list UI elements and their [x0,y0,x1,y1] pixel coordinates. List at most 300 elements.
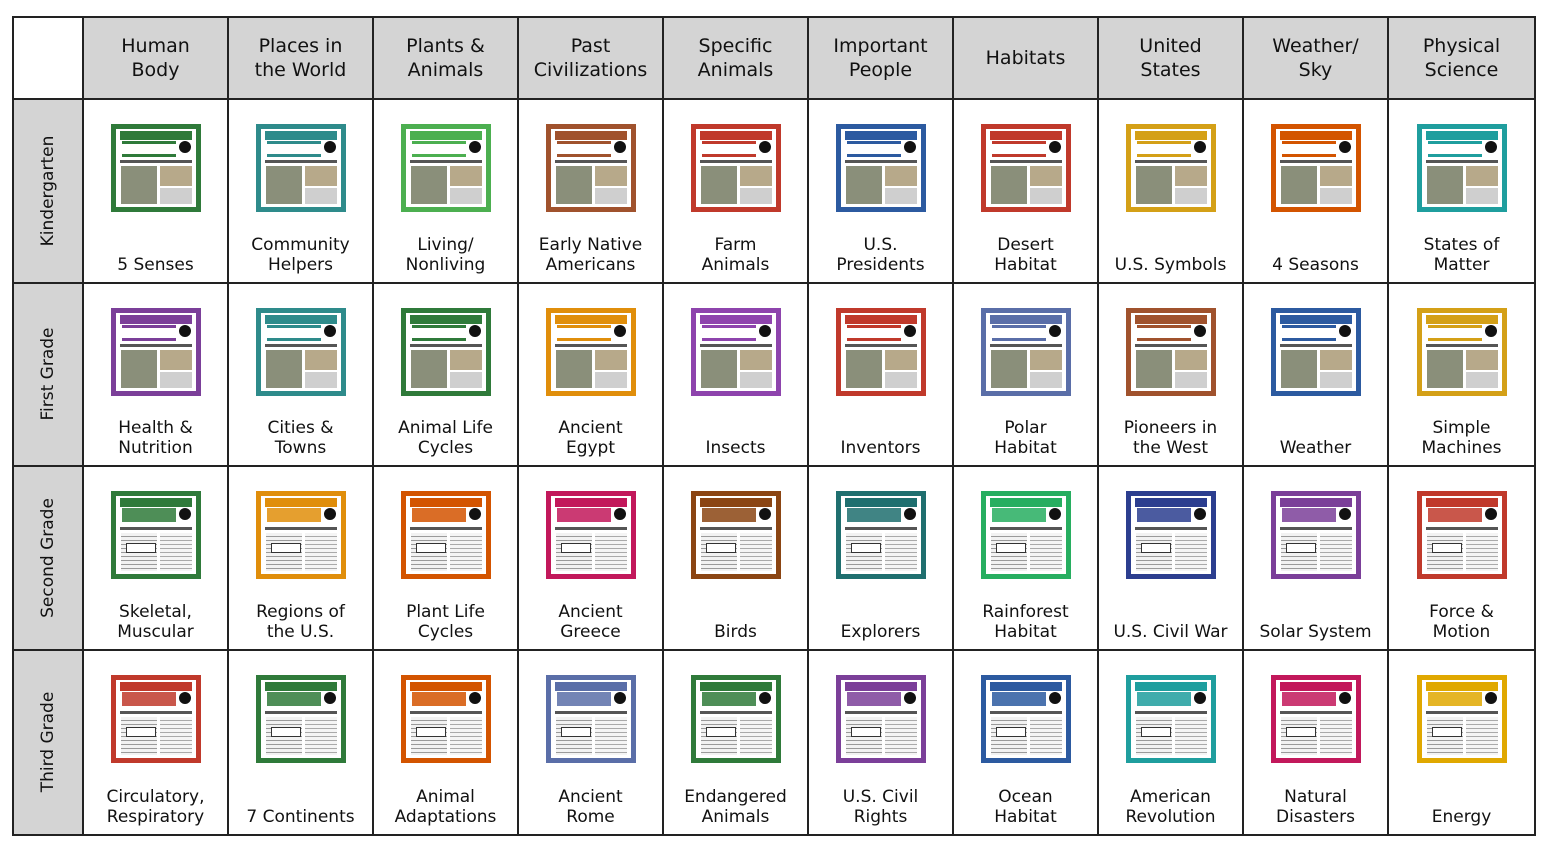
book-cover-image[interactable] [981,675,1071,763]
cover-photo [1030,188,1062,204]
book-cover-image[interactable] [1126,308,1216,396]
cover-title-band [992,141,1046,157]
grade-badge-icon [614,325,626,337]
passage-preview [740,717,772,755]
book-cover-image[interactable] [1271,124,1361,212]
cover-title-band [847,325,901,341]
unit-label: Community Helpers [251,234,350,275]
grade-badge-icon [1194,692,1206,704]
cover-title-band [267,692,321,706]
grade-badge-icon [179,692,191,704]
cover-title-band [1428,508,1482,522]
cover-subtitle-strip [265,344,337,347]
book-cover-image[interactable] [836,491,926,579]
cover-photo [1320,166,1352,186]
row-header [14,651,84,835]
unit-cell[interactable] [374,100,519,284]
column-header-label: Important People [833,35,928,81]
cover-topic-band [555,682,627,691]
cover-subtitle-strip [1135,160,1207,163]
cover-photo [885,188,917,204]
cover-subtitle-strip [845,344,917,347]
unit-label: Regions of the U.S. [256,601,345,642]
book-cover-image[interactable] [546,308,636,396]
passage-preview [1030,533,1062,571]
cover-topic-band [700,498,772,507]
book-cover-image[interactable] [256,308,346,396]
grade-badge-icon [904,692,916,704]
grade-badge-icon [1339,141,1351,153]
passage-preview [160,533,192,571]
unit-cell[interactable] [1244,100,1389,284]
unit-cell[interactable] [664,467,809,651]
column-header [84,18,229,100]
cover-photo [411,166,447,204]
unit-label: U.S. Symbols [1114,254,1227,275]
unit-cell[interactable] [1244,467,1389,651]
cover-subtitle-strip [1280,344,1352,347]
cover-topic-band [1280,315,1352,324]
grade-badge-icon [179,325,191,337]
vocabulary-word-box [561,543,591,553]
unit-cell[interactable] [954,100,1099,284]
book-cover-image[interactable] [836,308,926,396]
cover-photo [1427,350,1463,388]
cover-photo [160,350,192,370]
cover-title-band [412,141,466,157]
book-cover-image[interactable] [1271,491,1361,579]
book-cover-image[interactable] [111,675,201,763]
cover-topic-band [410,682,482,691]
cover-title-band [847,692,901,706]
passage-preview [595,717,627,755]
book-cover-image[interactable] [691,491,781,579]
cover-photo [740,372,772,388]
column-header [954,18,1099,100]
unit-cell[interactable] [809,284,954,468]
cover-photo [450,372,482,388]
unit-cell[interactable] [84,100,229,284]
passage-preview [450,717,482,755]
cover-photo [1320,188,1352,204]
unit-cell[interactable] [374,467,519,651]
cover-subtitle-strip [1280,160,1352,163]
unit-cell[interactable] [519,651,664,835]
unit-cell[interactable] [1389,467,1534,651]
cover-topic-band [410,315,482,324]
cover-photo [450,166,482,186]
cover-photo [740,188,772,204]
unit-cell[interactable] [229,100,374,284]
cover-subtitle-strip [410,527,482,530]
cover-title-band [412,692,466,706]
grade-badge-icon [614,141,626,153]
grade-badge-icon [759,692,771,704]
book-cover-image[interactable] [1417,308,1507,396]
cover-photo [885,372,917,388]
cover-subtitle-strip [700,711,772,714]
cover-topic-band [845,315,917,324]
unit-cell[interactable] [84,284,229,468]
unit-cell[interactable] [1099,467,1244,651]
cover-photo [266,350,302,388]
unit-label: Natural Disasters [1276,787,1355,827]
column-header [809,18,954,100]
unit-label: Inventors [840,438,921,458]
unit-label: Force & Motion [1429,601,1494,642]
cover-photo [556,166,592,204]
unit-label: Animal Life Cycles [398,418,493,458]
grade-badge-icon [179,508,191,520]
cover-title-band [1282,141,1336,157]
unit-label: Living/ Nonliving [405,234,486,275]
cover-topic-band [990,315,1062,324]
book-cover-image[interactable] [1271,308,1361,396]
cover-photo [266,166,302,204]
grade-badge-icon [469,508,481,520]
vocabulary-word-box [1141,543,1171,553]
cover-topic-band [700,131,772,140]
cover-photo [160,372,192,388]
cover-title-band [122,325,176,341]
cover-photo [160,166,192,186]
cover-subtitle-strip [1426,527,1498,530]
cover-topic-band [990,131,1062,140]
book-cover-image[interactable] [401,124,491,212]
book-cover-image[interactable] [546,675,636,763]
passage-preview [305,717,337,755]
cover-topic-band [1135,131,1207,140]
cover-photo [1320,350,1352,370]
unit-cell[interactable] [1389,651,1534,835]
cover-photo [701,350,737,388]
cover-topic-band [1135,682,1207,691]
unit-cell[interactable] [809,651,954,835]
cover-subtitle-strip [410,344,482,347]
book-cover-image[interactable] [256,124,346,212]
passage-preview [595,533,627,571]
unit-cell[interactable] [229,284,374,468]
unit-label: Skeletal, Muscular [117,601,194,642]
cover-title-band [847,508,901,522]
book-cover-image[interactable] [111,308,201,396]
book-cover-image[interactable] [401,675,491,763]
column-header [374,18,519,100]
unit-cell[interactable] [1389,284,1534,468]
cover-photo [701,166,737,204]
cover-photo [305,166,337,186]
column-header-label: United States [1139,35,1202,81]
vocabulary-word-box [561,727,591,737]
cover-topic-band [1426,315,1498,324]
cover-title-band [267,508,321,522]
passage-preview [1466,533,1498,571]
cover-topic-band [700,682,772,691]
unit-cell[interactable] [809,100,954,284]
grade-badge-icon [759,141,771,153]
book-cover-image[interactable] [546,124,636,212]
book-cover-image[interactable] [401,308,491,396]
unit-cell[interactable] [1099,100,1244,284]
cover-title-band [557,325,611,341]
cover-photo [1175,350,1207,370]
grade-badge-icon [469,141,481,153]
unit-label: Simple Machines [1421,418,1502,458]
cover-topic-band [990,682,1062,691]
cover-photo [1030,350,1062,370]
unit-label: 7 Continents [246,807,355,827]
cover-subtitle-strip [1135,527,1207,530]
unit-cell[interactable] [954,651,1099,835]
cover-photo [991,350,1027,388]
column-header-label: Places in the World [254,35,347,81]
cover-title-band [557,508,611,522]
cover-photo [595,372,627,388]
book-cover-image[interactable] [691,675,781,763]
unit-cell[interactable] [374,284,519,468]
passage-preview [305,533,337,571]
cover-subtitle-strip [845,527,917,530]
vocabulary-word-box [851,727,881,737]
book-cover-image[interactable] [111,491,201,579]
unit-label: 4 Seasons [1272,254,1359,275]
cover-topic-band [1426,131,1498,140]
unit-label: Ocean Habitat [994,787,1057,827]
book-cover-image[interactable] [111,124,201,212]
vocabulary-word-box [706,543,736,553]
cover-title-band [992,325,1046,341]
grade-badge-icon [1339,325,1351,337]
book-cover-image[interactable] [1417,124,1507,212]
grade-badge-icon [1194,325,1206,337]
unit-cell[interactable] [229,651,374,835]
vocabulary-word-box [416,543,446,553]
column-header [519,18,664,100]
unit-label: Ancient Rome [558,787,623,827]
vocabulary-word-box [416,727,446,737]
unit-cell[interactable] [519,100,664,284]
grade-badge-icon [324,692,336,704]
cover-title-band [1282,325,1336,341]
cover-topic-band [845,682,917,691]
unit-cell[interactable] [84,651,229,835]
passage-preview [160,717,192,755]
cover-subtitle-strip [700,527,772,530]
book-cover-image[interactable] [1126,124,1216,212]
cover-topic-band [1135,315,1207,324]
cover-subtitle-strip [1426,344,1498,347]
book-cover-image[interactable] [401,491,491,579]
column-header-label: Specific Animals [697,35,774,81]
unit-label: Polar Habitat [994,418,1057,458]
book-cover-image[interactable] [981,491,1071,579]
passage-preview [1175,533,1207,571]
unit-cell[interactable] [84,467,229,651]
cover-photo [1136,166,1172,204]
cover-topic-band [120,131,192,140]
passage-preview [885,717,917,755]
cover-subtitle-strip [990,160,1062,163]
cover-title-band [1428,692,1482,706]
unit-label: Plant Life Cycles [406,601,485,642]
grade-badge-icon [324,141,336,153]
cover-topic-band [410,498,482,507]
column-header-label: Human Body [121,35,190,81]
cover-photo [1466,166,1498,186]
cover-title-band [847,141,901,157]
cover-photo [1466,350,1498,370]
cover-topic-band [1426,682,1498,691]
cover-subtitle-strip [410,160,482,163]
cover-subtitle-strip [700,160,772,163]
unit-cell[interactable] [229,467,374,651]
cover-topic-band [990,498,1062,507]
cover-photo [1281,350,1317,388]
row-header [14,100,84,284]
cover-subtitle-strip [1426,160,1498,163]
unit-label: American Revolution [1125,787,1216,827]
cover-photo [305,350,337,370]
cover-photo [1175,188,1207,204]
book-cover-image[interactable] [1417,491,1507,579]
cover-topic-band [555,131,627,140]
book-cover-image[interactable] [546,491,636,579]
grade-badge-icon [1049,141,1061,153]
unit-cell[interactable] [1244,284,1389,468]
vocabulary-word-box [1432,543,1462,553]
unit-cell[interactable] [519,284,664,468]
vocabulary-word-box [1141,727,1171,737]
cover-title-band [122,508,176,522]
unit-label: Birds [714,621,757,642]
grade-badge-icon [1485,692,1497,704]
unit-cell[interactable] [664,100,809,284]
unit-label: Pioneers in the West [1123,418,1218,458]
vocabulary-word-box [996,727,1026,737]
grade-badge-icon [614,692,626,704]
unit-cell[interactable] [1389,100,1534,284]
cover-topic-band [265,682,337,691]
unit-label: Cities & Towns [267,418,334,458]
book-cover-image[interactable] [1417,675,1507,763]
vocabulary-word-box [996,543,1026,553]
unit-cell[interactable] [664,651,809,835]
book-cover-image[interactable] [1271,675,1361,763]
book-cover-image[interactable] [981,308,1071,396]
unit-cell[interactable] [954,284,1099,468]
book-cover-image[interactable] [691,308,781,396]
grade-badge-icon [1339,692,1351,704]
unit-cell[interactable] [954,467,1099,651]
grade-badge-icon [324,325,336,337]
passage-preview [450,533,482,571]
unit-label: Endangered Animals [684,787,787,827]
cover-photo [305,188,337,204]
cover-photo [1466,188,1498,204]
grade-badge-icon [469,325,481,337]
cover-topic-band [700,315,772,324]
passage-preview [1320,717,1352,755]
row-header [14,467,84,651]
cover-subtitle-strip [845,160,917,163]
cover-title-band [1137,141,1191,157]
cover-topic-band [1280,682,1352,691]
cover-title-band [1137,508,1191,522]
unit-cell[interactable] [664,284,809,468]
cover-photo [595,188,627,204]
cover-subtitle-strip [1280,711,1352,714]
grade-badge-icon [1049,325,1061,337]
grade-badge-icon [904,325,916,337]
unit-label: U.S. Presidents [836,234,925,275]
corner-cell [14,18,84,100]
cover-photo [305,372,337,388]
cover-photo [160,188,192,204]
column-header [1389,18,1534,100]
grade-badge-icon [1485,508,1497,520]
cover-title-band [992,692,1046,706]
cover-topic-band [120,498,192,507]
cover-photo [1466,372,1498,388]
unit-label: Solar System [1259,621,1372,642]
cover-subtitle-strip [265,160,337,163]
book-cover-image[interactable] [256,675,346,763]
cover-title-band [1137,692,1191,706]
unit-label: U.S. Civil War [1113,621,1228,642]
unit-cell[interactable] [1099,651,1244,835]
book-cover-image[interactable] [836,675,926,763]
cover-topic-band [555,498,627,507]
book-cover-image[interactable] [981,124,1071,212]
vocabulary-word-box [271,727,301,737]
grade-label: Second Grade [38,497,58,618]
cover-topic-band [845,498,917,507]
cover-title-band [702,692,756,706]
book-cover-image[interactable] [836,124,926,212]
cover-title-band [122,692,176,706]
row-header [14,284,84,468]
book-cover-image[interactable] [256,491,346,579]
unit-cell[interactable] [519,467,664,651]
grade-badge-icon [179,141,191,153]
cover-photo [1030,372,1062,388]
vocabulary-word-box [706,727,736,737]
cover-photo [885,350,917,370]
grade-badge-icon [469,692,481,704]
grade-label: Kindergarten [38,135,58,247]
book-cover-image[interactable] [1126,675,1216,763]
vocabulary-word-box [126,543,156,553]
cover-photo [846,166,882,204]
unit-label: Explorers [840,621,921,642]
cover-title-band [702,141,756,157]
unit-cell[interactable] [809,467,954,651]
cover-title-band [1282,508,1336,522]
cover-photo [1175,166,1207,186]
book-cover-image[interactable] [691,124,781,212]
unit-label: Early Native Americans [538,234,643,275]
grade-badge-icon [904,508,916,520]
cover-subtitle-strip [120,527,192,530]
unit-label: Circulatory, Respiratory [106,787,205,827]
book-cover-image[interactable] [1126,491,1216,579]
unit-cell[interactable] [1099,284,1244,468]
cover-subtitle-strip [1135,344,1207,347]
unit-cell[interactable] [1244,651,1389,835]
grade-badge-icon [1049,692,1061,704]
column-header [664,18,809,100]
unit-cell[interactable] [374,651,519,835]
